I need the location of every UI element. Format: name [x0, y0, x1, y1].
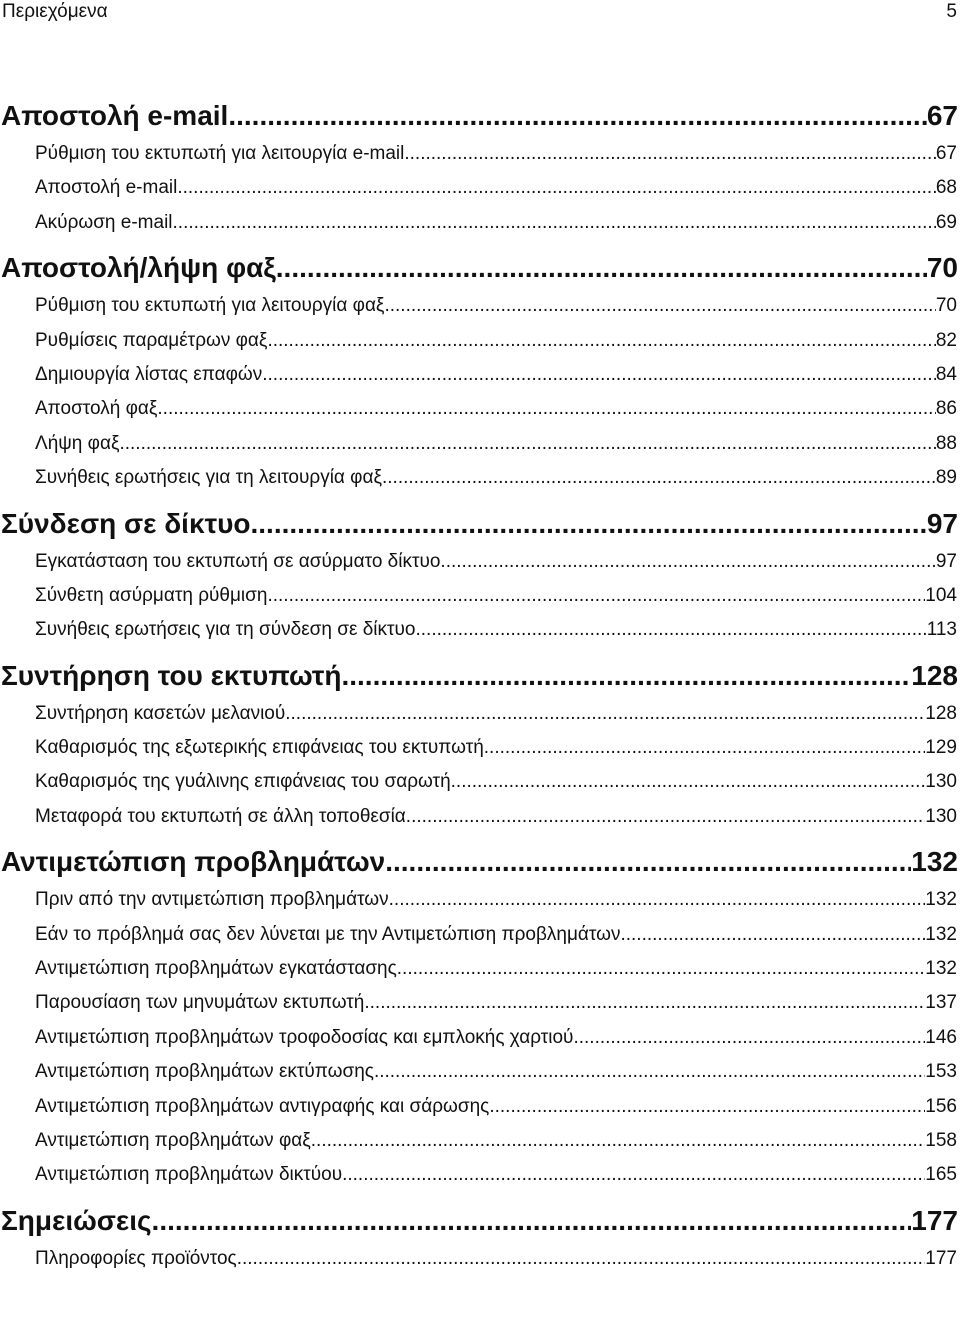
dot-leader — [415, 613, 926, 647]
toc-section — [0, 246, 960, 495]
item-page-number: 97 — [935, 550, 957, 572]
item-page-number: 165 — [925, 1164, 957, 1186]
toc-item-entry[interactable] — [0, 206, 960, 240]
item-title: Αντιμετώπιση προβλημάτων τροφοδοσίας και εμπλοκής χαρτιού — [35, 1026, 574, 1048]
toc-item-entry[interactable] — [0, 800, 960, 834]
page-header — [0, 0, 960, 24]
item-title: Αντιμετώπιση προβλημάτων φαξ — [35, 1129, 311, 1151]
item-title: Συνήθεις ερωτήσεις για τη λειτουργία φαξ — [35, 467, 382, 489]
chapter-page-number: 97 — [926, 507, 958, 539]
toc-item-entry[interactable] — [0, 1021, 960, 1055]
item-page-number: 137 — [925, 992, 957, 1014]
item-title: Αντιμετώπιση προβλημάτων εκτύπωσης — [35, 1061, 374, 1083]
toc-item-entry[interactable] — [0, 918, 960, 952]
toc-item-entry[interactable] — [0, 952, 960, 986]
toc-section — [0, 94, 960, 240]
toc-item-entry[interactable] — [0, 1242, 960, 1276]
item-page-number: 156 — [925, 1095, 957, 1117]
table-of-contents — [0, 94, 960, 1282]
dot-leader — [173, 206, 936, 240]
item-title: Αποστολή e-mail — [35, 177, 178, 199]
item-page-number: 132 — [925, 889, 957, 911]
dot-leader — [341, 654, 911, 697]
toc-item-entry[interactable] — [0, 613, 960, 647]
dot-leader — [484, 731, 926, 765]
toc-item-entry[interactable] — [0, 1124, 960, 1158]
item-page-number: 69 — [935, 211, 957, 233]
chapter-page-number: 132 — [911, 846, 958, 878]
chapter-title: Αποστολή/λήψη φαξ — [1, 252, 276, 284]
toc-item-entry[interactable] — [0, 1055, 960, 1089]
dot-leader — [440, 545, 935, 579]
toc-chapter-entry[interactable] — [0, 502, 960, 545]
toc-item-entry[interactable] — [0, 392, 960, 426]
toc-section — [0, 502, 960, 648]
toc-item-entry[interactable] — [0, 1090, 960, 1124]
item-title: Αντιμετώπιση προβλημάτων δικτύου — [35, 1164, 343, 1186]
toc-section — [0, 1199, 960, 1276]
item-page-number: 67 — [935, 143, 957, 164]
toc-item-entry[interactable] — [0, 579, 960, 613]
item-title: Ακύρωση e-mail — [35, 211, 173, 233]
dot-leader — [152, 1199, 912, 1242]
item-page-number: 70 — [935, 295, 957, 317]
toc-chapter-entry[interactable] — [0, 246, 960, 289]
toc-item-entry[interactable] — [0, 324, 960, 358]
item-title: Εάν το πρόβλημά σας δεν λύνεται με την Αντιμετώπιση προβλημάτων — [35, 923, 621, 945]
dot-leader — [573, 1021, 925, 1055]
dot-leader — [404, 137, 936, 171]
item-title: Ρύθμιση του εκτυπωτή για λειτουργία e-mail — [35, 143, 405, 164]
dot-leader — [385, 840, 911, 883]
toc-item-entry[interactable] — [0, 986, 960, 1020]
item-page-number: 84 — [935, 363, 957, 385]
item-page-number: 88 — [935, 432, 957, 454]
item-title: Συντήρηση κασετών μελανιού — [35, 702, 286, 724]
chapter-page-number: 128 — [911, 659, 958, 691]
chapter-page-number: 67 — [926, 100, 958, 131]
item-page-number: 130 — [925, 771, 957, 793]
item-title: Λήψη φαξ — [35, 432, 120, 454]
toc-item-entry[interactable] — [0, 731, 960, 765]
item-page-number: 82 — [935, 329, 957, 351]
toc-item-entry[interactable] — [0, 289, 960, 323]
item-title: Αποστολή φαξ — [35, 398, 158, 420]
item-title: Αντιμετώπιση προβλημάτων αντιγραφής και σάρωσης — [35, 1095, 490, 1117]
dot-leader — [228, 94, 927, 137]
item-page-number: 153 — [925, 1061, 957, 1083]
toc-item-entry[interactable] — [0, 697, 960, 731]
toc-item-entry[interactable] — [0, 545, 960, 579]
dot-leader — [364, 986, 925, 1020]
running-header-title: Περιεχόμενα — [2, 1, 108, 22]
item-page-number: 86 — [935, 398, 957, 420]
item-title: Παρουσίαση των μηνυμάτων εκτυπωτή — [35, 992, 365, 1014]
dot-leader — [382, 461, 936, 495]
toc-chapter-entry[interactable] — [0, 654, 960, 697]
chapter-title: Σημειώσεις — [1, 1204, 152, 1236]
dot-leader — [237, 1242, 926, 1276]
item-page-number: 132 — [925, 923, 957, 945]
toc-item-entry[interactable] — [0, 427, 960, 461]
toc-item-entry[interactable] — [0, 137, 960, 171]
dot-leader — [276, 246, 927, 289]
item-title: Ρυθμίσεις παραμέτρων φαξ — [35, 329, 268, 351]
toc-section — [0, 840, 960, 1193]
toc-item-entry[interactable] — [0, 765, 960, 799]
item-page-number: 89 — [935, 467, 957, 489]
toc-chapter-entry[interactable] — [0, 840, 960, 883]
dot-leader — [374, 1055, 925, 1089]
item-page-number: 128 — [925, 702, 957, 724]
chapter-title: Σύνδεση σε δίκτυο — [1, 507, 251, 539]
dot-leader — [489, 1090, 925, 1124]
dot-leader — [451, 765, 926, 799]
item-page-number: 130 — [925, 805, 957, 827]
dot-leader — [250, 502, 926, 545]
item-title: Καθαρισμός της γυάλινης επιφάνειας του σαρωτή — [35, 771, 451, 793]
item-title: Σύνθετη ασύρματη ρύθμιση — [35, 584, 268, 606]
chapter-page-number: 70 — [926, 252, 958, 284]
item-title: Ρύθμιση του εκτυπωτή για λειτουργία φαξ — [35, 295, 385, 317]
dot-leader — [406, 800, 926, 834]
item-title: Εγκατάσταση του εκτυπωτή σε ασύρματο δίκτυο — [35, 550, 441, 572]
chapter-title: Αντιμετώπιση προβλημάτων — [1, 846, 386, 878]
toc-item-entry[interactable] — [0, 358, 960, 392]
item-page-number: 104 — [925, 584, 957, 606]
toc-chapter-entry[interactable] — [0, 1199, 960, 1242]
item-page-number: 158 — [925, 1129, 957, 1151]
item-title: Αντιμετώπιση προβλημάτων εγκατάστασης — [35, 958, 397, 980]
dot-leader — [620, 918, 925, 952]
dot-leader — [177, 171, 936, 205]
dot-leader — [397, 952, 926, 986]
running-header-page-number: 5 — [946, 1, 957, 22]
toc-item-entry[interactable] — [0, 1158, 960, 1192]
toc-item-entry[interactable] — [0, 461, 960, 495]
dot-leader — [262, 358, 936, 392]
item-page-number: 68 — [935, 177, 957, 199]
dot-leader — [285, 697, 925, 731]
toc-item-entry[interactable] — [0, 883, 960, 917]
item-title: Πληροφορίες προϊόντος — [35, 1247, 237, 1269]
dot-leader — [267, 579, 925, 613]
dot-leader — [267, 324, 935, 358]
item-title: Καθαρισμός της εξωτερικής επιφάνειας του εκτυπωτή — [35, 737, 484, 759]
item-page-number: 177 — [925, 1247, 957, 1269]
item-page-number: 129 — [925, 737, 957, 759]
dot-leader — [119, 427, 935, 461]
chapter-title: Αποστολή e-mail — [1, 100, 229, 131]
toc-section — [0, 654, 960, 835]
dot-leader — [384, 289, 935, 323]
dot-leader — [389, 883, 926, 917]
chapter-title: Συντήρηση του εκτυπωτή — [1, 659, 342, 691]
item-title: Μεταφορά του εκτυπωτή σε άλλη τοποθεσία — [35, 805, 406, 827]
item-title: Συνήθεις ερωτήσεις για τη σύνδεση σε δίκτυο — [35, 619, 416, 641]
dot-leader — [157, 392, 935, 426]
toc-item-entry[interactable] — [0, 171, 960, 205]
dot-leader — [311, 1124, 926, 1158]
dot-leader — [342, 1158, 925, 1192]
item-page-number: 132 — [925, 958, 957, 980]
chapter-page-number: 177 — [911, 1204, 958, 1236]
item-page-number: 146 — [925, 1026, 957, 1048]
item-title: Πριν από την αντιμετώπιση προβλημάτων — [35, 889, 389, 911]
item-title: Δημιουργία λίστας επαφών — [35, 363, 263, 385]
toc-chapter-entry[interactable] — [0, 94, 960, 137]
item-page-number: 113 — [926, 619, 957, 641]
